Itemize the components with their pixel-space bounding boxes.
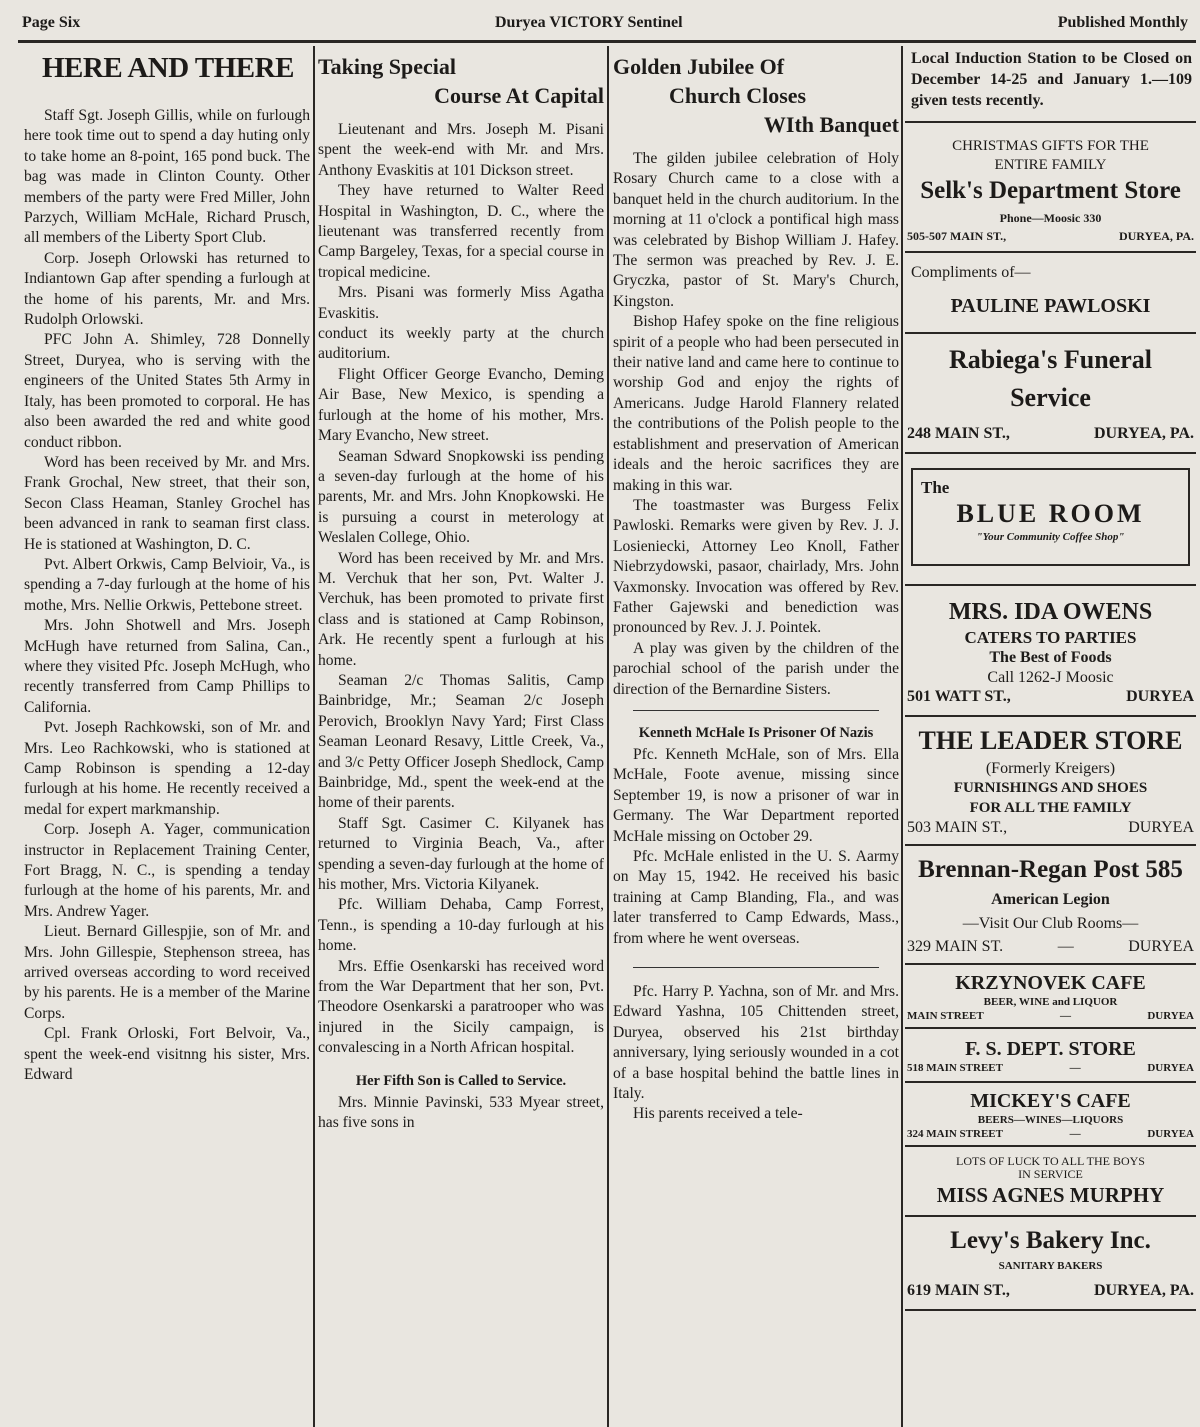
ad-town: DURYEA, PA. <box>1093 1282 1194 1299</box>
ad-town: DURYEA, PA. <box>1118 229 1194 243</box>
article-paragraph: Pvt. Albert Orkwis, Camp Belvioir, Va., is spending a 7-day furlough at the home of his mothe, Mrs. Nellie Orkwis, Pettebone street. <box>24 555 310 614</box>
ad-line: The <box>921 478 950 497</box>
ad-line: CHRISTMAS GIFTS FOR THE <box>952 138 1149 154</box>
article-paragraph: The gilden jubilee celebration of Holy Rosary Church came to a close with a banquet held in the church auditorium. In the morning at 11 o'clock a pontifical high mass was celebrated by Bishop William J. Hafey. The sermon was preached by Rev. J. E. Gryczka, pastor of St. Mary's Church, Kingston. <box>613 150 899 310</box>
ad-tagline: "Your Community Coffee Shop" <box>976 531 1125 543</box>
newspaper-name: Duryea VICTORY Sentinel <box>495 14 683 31</box>
ad-box <box>911 468 1190 566</box>
ad-agnes-murphy <box>905 1147 1196 1217</box>
ad-address: 248 MAIN ST., <box>907 425 1010 442</box>
ad-line: BEER, WINE and LIQUOR <box>983 996 1118 1008</box>
ad-town: DURYEA <box>1147 1010 1194 1022</box>
ad-line: LOTS OF LUCK TO ALL THE BOYS <box>956 1154 1145 1168</box>
ad-name: Rabiega's Funeral <box>949 345 1152 374</box>
article-paragraph: Corp. Joseph Orlowski has returned to Indiantown Gap after spending a furlough at the home of his parents, Mr. and Mrs. Rudolph Orlowski. <box>24 249 310 329</box>
heading-line: Church Closes <box>669 83 807 108</box>
ad-town: DURYEA, PA. <box>1093 425 1194 442</box>
article-paragraph: Cpl. Frank Orloski, Fort Belvoir, Va., spent the week-end visitnng his sister, Mrs. Edward <box>24 1025 310 1084</box>
article-paragraph: conduct its weekly party at the church auditorium. <box>318 325 604 363</box>
article-paragraph: Staff Sgt. Casimer C. Kilyanek has returned to Virginia Beach, Va., after spending a seven-day furlough at the home of his mother, Mrs. Victoria Kilyanek. <box>318 814 604 894</box>
ad-line: American Legion <box>991 891 1110 908</box>
ad-line: The Best of Foods <box>989 649 1112 666</box>
ad-line: CATERS TO PARTIES <box>964 628 1137 647</box>
ad-address: 503 MAIN ST., <box>907 819 1008 836</box>
article-paragraph: Mrs. John Shotwell and Mrs. Joseph McHugh have returned from Salina, Can., where they visited Pfc. Joseph McHugh, who recently transferred from Camp Phillips to California. <box>24 617 310 716</box>
ad-name: BLUE ROOM <box>956 499 1145 528</box>
ad-address: MAIN STREET <box>907 1010 984 1022</box>
ad-address: 324 MAIN STREET <box>907 1128 1003 1140</box>
subheading: Kenneth McHale Is Prisoner Of Nazis <box>638 724 874 741</box>
ad-name: KRZYNOVEK CAFE <box>955 972 1146 994</box>
subheading: Her Fifth Son is Called to Service. <box>355 1072 567 1089</box>
divider <box>633 967 879 968</box>
article-paragraph: Pfc. Harry P. Yachna, son of Mr. and Mrs. Edward Yashna, 105 Chittenden street, Duryea, observed his 21st birthday anniversary, lying seriously wounded in a cot of a base hospital behind the battle lines in Italy. <box>613 983 899 1103</box>
article-paragraph: Word has been received by Mr. and Mrs. M. Verchuk that her son, Pvt. Walter J. Verchuk, has been promoted to private first class and is stationed at Camp Robinson, Ark. He recently spent a furlough at his home. <box>318 549 604 669</box>
column-special-course <box>318 46 604 1427</box>
ad-name: PAULINE PAWLOSKI <box>950 295 1151 317</box>
ad-address: 505-507 MAIN ST., <box>907 229 1007 243</box>
ad-mickeys-cafe <box>905 1083 1196 1147</box>
ad-address-row <box>905 1009 1196 1023</box>
heading-line: Golden Jubilee Of <box>613 54 785 79</box>
article-paragraph: Pvt. Joseph Rachkowski, son of Mr. and Mrs. Leo Rachkowski, who is stationed at Camp Robinson is spending a 12-day furlough at his home. He recently received a medal for expert markmanship. <box>24 719 310 818</box>
ad-rabiega <box>905 334 1196 454</box>
article-heading <box>318 52 604 110</box>
ad-krzynovek <box>905 965 1196 1029</box>
article-paragraph: They have returned to Walter Reed Hospital in Washington, D. C., where the lieutenant was transferred recently from Camp Bargeley, Texas, for a special course in tropical medicine. <box>318 182 604 281</box>
ad-line: —Visit Our Club Rooms— <box>962 915 1139 932</box>
ad-name: MICKEY'S CAFE <box>970 1090 1131 1112</box>
article-paragraph: Pfc. William Dehaba, Camp Forrest, Tenn., is spending a 10-day furlough at his home. <box>318 896 604 955</box>
ad-town: DURYEA <box>1126 688 1194 705</box>
ad-line: FOR ALL THE FAMILY <box>969 800 1132 816</box>
ad-line: SANITARY BAKERS <box>998 1260 1103 1272</box>
ad-address: 518 MAIN STREET <box>907 1062 1003 1074</box>
ad-pawloski <box>905 253 1196 334</box>
page-number: Page Six <box>22 14 81 31</box>
ad-line: Compliments of— <box>911 264 1031 281</box>
article-heading <box>613 52 899 139</box>
article-paragraph: Seaman Sdward Snopkowski iss pending a seven-day furlough at the home of his parents, Mr. and Mrs. John Knopkowski. He is pursuing a courst in meterology at Weslalen College, Ohio. <box>318 447 604 547</box>
ad-address-row <box>905 818 1196 838</box>
ad-dash: — <box>1069 1128 1081 1140</box>
ad-town: DURYEA <box>1147 1062 1194 1074</box>
ad-town: DURYEA <box>1128 819 1194 836</box>
article-paragraph: Mrs. Minnie Pavinski, 533 Myear street, has five sons in <box>318 1093 604 1132</box>
article-paragraph: Lieut. Bernard Gillespjie, son of Mr. and Mrs. John Gillespie, Stephenson streea, has arrived overseas according to word received by his parents. He is a member of the Marine Corps. <box>24 923 310 1022</box>
ad-american-legion <box>905 846 1196 965</box>
article-paragraph: Mrs. Effie Osenkarski has received word from the War Department that her son, Pvt. Theodore Osenkarski a paratrooper who was injured in the Sicily campaign, is convalescing in a North African hospital. <box>318 957 604 1057</box>
ad-address-row <box>905 424 1196 444</box>
ad-name: MRS. IDA OWENS <box>948 599 1153 625</box>
article-paragraph: Seaman 2/c Thomas Salitis, Camp Bainbridge, Mr.; Seaman 2/c Joseph Perovich, Brooklyn Navy Yard; First Class Seaman Leonard Resavy, Little Creek, Va., and 3/c Petty Officer Joseph Shedlock, Camp Bainbridge, Md., spent the week-end at the home of their parents. <box>318 671 604 812</box>
ad-leader-store <box>905 717 1196 846</box>
masthead-rule <box>18 40 1196 43</box>
ad-blue-room <box>905 454 1196 586</box>
ad-name: Levy's Bakery Inc. <box>950 1227 1151 1254</box>
column-rule <box>901 46 903 1427</box>
ad-line: (Formerly Kreigers) <box>985 760 1116 777</box>
ad-address: 501 WATT ST., <box>907 688 1011 705</box>
notice-induction <box>905 46 1196 123</box>
article-paragraph: Staff Sgt. Joseph Gillis, while on furlough here took time out to spend a day huting only to take home an 8-point, 165 pond buck. The bag was made in Clinton County. Other members of the party were Fred Miller, John Parzych, William McHale, Richard Prusch, all members of the Liberty Sport Club. <box>24 107 310 247</box>
column-rule <box>607 46 609 1427</box>
ad-ida-owens <box>905 586 1196 717</box>
article-paragraph: Word has been received by Mr. and Mrs. Frank Grochal, New street, that their son, Secon Class Heaman, Stanley Grochel has been advanced in rank to seaman first class. He is stationed at Washington, D. C. <box>24 453 310 553</box>
ad-address-row <box>905 1061 1196 1075</box>
ad-levys-bakery <box>905 1217 1196 1311</box>
heading-line: Taking Special <box>318 54 456 79</box>
article-paragraph: Mrs. Pisani was formerly Miss Agatha Evaskitis. <box>318 284 604 322</box>
ad-address: 619 MAIN ST., <box>907 1282 1010 1299</box>
ad-line: IN SERVICE <box>1018 1167 1083 1181</box>
ad-dash: — <box>1057 938 1074 955</box>
ad-phone: Phone—Moosic 330 <box>999 211 1102 225</box>
ad-line: BEERS—WINES—LIQUORS <box>977 1114 1124 1126</box>
article-paragraph: Lieutenant and Mrs. Joseph M. Pisani spent the week-end with Mr. and Mrs. Anthony Evaskitis at 101 Dickson street. <box>318 121 604 179</box>
ad-name: Brennan-Regan Post 585 <box>918 856 1183 883</box>
ad-name: THE LEADER STORE <box>918 726 1183 755</box>
ad-name: Selk's Department Store <box>920 177 1181 204</box>
ad-address-row <box>905 1281 1196 1301</box>
ad-name: MISS AGNES MURPHY <box>936 1183 1165 1207</box>
ad-selks <box>905 123 1196 253</box>
article-paragraph: His parents received a tele- <box>633 1105 803 1123</box>
ad-town: DURYEA <box>1128 938 1194 955</box>
article-paragraph: Pfc. McHale enlisted in the U. S. Aarmy on May 15, 1942. He received his basic training at Camp Blanding, Fla., and was later transferred to Camp Edwards, Mass., from where he went overseas. <box>613 848 899 947</box>
ad-line: ENTIRE FAMILY <box>994 157 1107 173</box>
ad-fs-dept-store <box>905 1029 1196 1083</box>
divider <box>633 710 879 711</box>
heading-line: Course At Capital <box>434 83 604 108</box>
advertisement-column <box>905 46 1196 1427</box>
article-paragraph: A play was given by the children of the parochial school of the parish under the direction of the Bernardine Sisters. <box>613 639 899 698</box>
ad-address-row <box>905 229 1196 243</box>
ad-phone: Call 1262-J Moosic <box>987 669 1114 686</box>
ad-dash: — <box>1060 1010 1072 1022</box>
publication-frequency: Published Monthly <box>1057 14 1188 31</box>
heading-line: WIth Banquet <box>763 112 899 137</box>
article-paragraph: Flight Officer George Evancho, Deming Air Base, New Mexico, is spending a furlough at the home of his mother, Mrs. Mary Evancho, New street. <box>318 365 604 445</box>
ad-name: F. S. DEPT. STORE <box>965 1038 1136 1060</box>
ad-line: FURNISHINGS AND SHOES <box>953 780 1148 796</box>
ad-address-row <box>905 937 1196 957</box>
article-paragraph: Bishop Hafey spoke on the fine religious spirit of a people who had been persecuted in their native land and came here to continue to worship God and enjoy the rights of Americans. Judge Harold Flannery related the contributions of the Polish people to the establishment and preservation of American ideals and the heroic sacrifices they are making in this war. <box>613 313 899 494</box>
notice-text: Local Induction Station to be Closed on December 14-25 and January 1.—109 given tests recently. <box>911 50 1192 109</box>
column-rule <box>313 46 315 1427</box>
ad-address-row <box>905 1127 1196 1141</box>
article-paragraph: Pfc. Kenneth McHale, son of Mrs. Ella McHale, Foote avenue, missing since September 19, is now a prisoner of war in Germany. The War Department reported McHale missing on October 29. <box>613 745 899 845</box>
column-golden-jubilee <box>613 46 899 1427</box>
article-paragraph: The toastmaster was Burgess Felix Pawloski. Remarks were given by Rev. J. J. Losieniecki, Attorney Leo Knoll, Father Niebrzydowski, pasaor, chairlady, Mrs. John Vaxmonsky. Invocation was offered by Rev. Father Gajewski and benediction was pronounced by Rev. J. J. Pointek. <box>613 496 899 637</box>
article-paragraph: PFC John A. Shimley, 728 Donnelly Street, Duryea, who is serving with the engineers of the United States 5th Army in Italy, has been promoted to corporal. He has also been awarded the red and white good conduct ribbon. <box>24 331 310 451</box>
ad-town: DURYEA <box>1147 1128 1194 1140</box>
column-here-and-there <box>24 46 310 1427</box>
ad-name: Service <box>1010 383 1091 412</box>
ad-address: 329 MAIN ST. <box>907 938 1004 955</box>
ad-dash: — <box>1069 1062 1081 1074</box>
article-heading: HERE AND THERE <box>42 52 294 84</box>
ad-address-row <box>905 687 1196 707</box>
article-paragraph: Corp. Joseph A. Yager, communication instructor in Replacement Training Center, Fort Bragg, N. C., is spending a tenday furlough at the home of his parents, Mr. and Mrs. Andrew Yager. <box>24 821 310 920</box>
